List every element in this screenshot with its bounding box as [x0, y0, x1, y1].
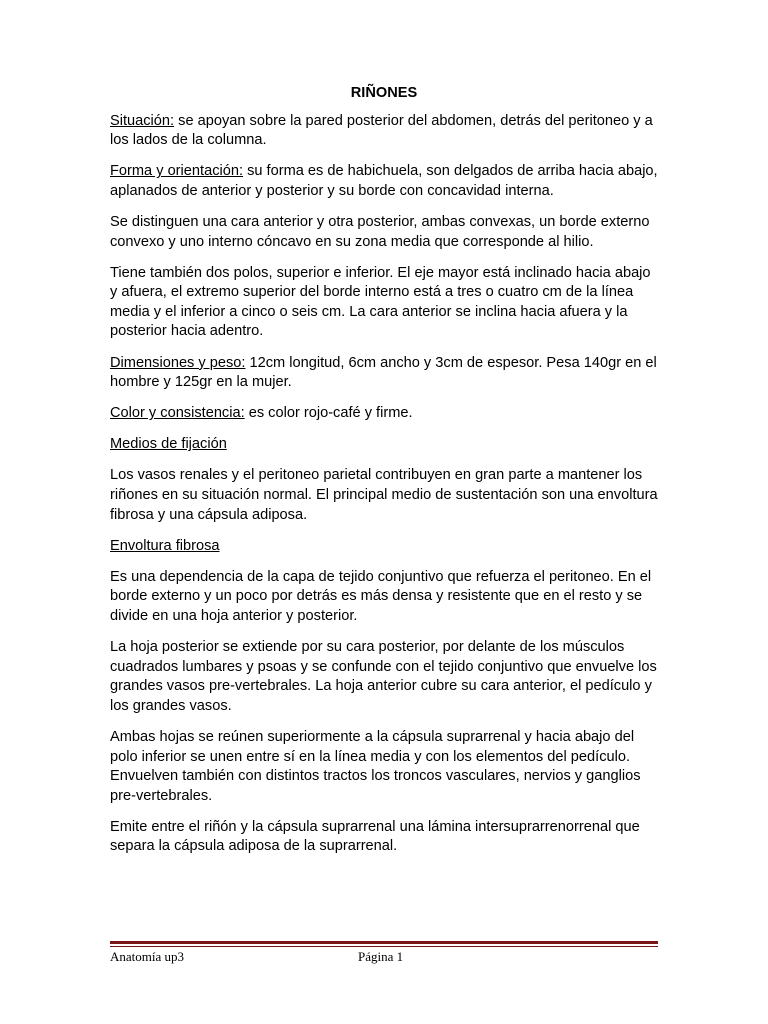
section-heading: Medios de fijación	[110, 436, 227, 453]
section-heading: Envoltura fibrosa	[110, 537, 220, 554]
footer-page-number: Página 1	[358, 949, 404, 964]
paragraph-dimensiones	[110, 354, 658, 393]
paragraph-text: es color rojo-café y firme.	[244, 405, 413, 422]
paragraph-caras	[110, 213, 658, 252]
paragraph-ambas-hojas	[110, 728, 658, 806]
paragraph-label: Situación:	[110, 112, 175, 129]
paragraph-text: La hoja posterior se extiende por su cara posterior, por delante de los músculos cuadrados lumbares y psoas y se confunde con el tejido conjuntivo que envuelve los grandes vasos pre-vertebrales. La hoja anterior cubre su cara anterior, el pedículo y los grandes vasos.	[110, 639, 657, 714]
footer-course-name: Anatomía up3	[110, 949, 185, 964]
paragraph-polos	[110, 264, 658, 342]
paragraph-text: Se distinguen una cara anterior y otra posterior, ambas convexas, un borde externo convexo y uno interno cóncavo en su zona media que corresponde al hilio.	[110, 213, 650, 250]
heading-envoltura-fibrosa	[110, 537, 658, 557]
footer-rule-thin	[110, 946, 658, 947]
footer-rule	[110, 941, 658, 945]
document-body	[110, 84, 658, 869]
paragraph-text: Ambas hojas se reúnen superiormente a la cápsula suprarrenal y hacia abajo del polo inferior se unen entre sí en la línea media y con los elementos del pedículo. Envuelven también con distintos tractos los troncos vasculares, nervios y ganglios pre-vertebrales.	[110, 728, 641, 804]
paragraph-text: su forma es de habichuela, son delgados de arriba hacia abajo, aplanados de anterior y posterior y su borde con concavidad interna.	[110, 163, 658, 199]
paragraph-hoja-posterior	[110, 638, 658, 716]
paragraph-label: Dimensiones y peso:	[110, 354, 246, 371]
paragraph-forma	[110, 162, 658, 201]
paragraph-situacion	[110, 112, 658, 151]
paragraph-label: Forma y orientación:	[110, 163, 244, 180]
document-title: RIÑONES	[350, 85, 418, 101]
paragraph-vasos-renales	[110, 466, 658, 525]
paragraph-text: se apoyan sobre la pared posterior del abdomen, detrás del peritoneo y a los lados de la columna.	[110, 112, 653, 149]
paragraph-text: Los vasos renales y el peritoneo parietal contribuyen en gran parte a mantener los riñones en su situación normal. El principal medio de sustentación son una envoltura fibrosa y una cápsula adiposa.	[110, 467, 658, 523]
paragraph-text: Tiene también dos polos, superior e inferior. El eje mayor está inclinado hacia abajo y afuera, el extremo superior del borde interno está a tres o cuatro cm de la línea media y el inferior a cinco o seis cm. La cara anterior se inclina hacia afuera y la posterior hacia adentro.	[110, 264, 651, 340]
footer-rule-thick	[110, 941, 658, 944]
paragraph-emite	[110, 818, 658, 857]
paragraph-label: Color y consistencia:	[110, 405, 245, 422]
paragraph-color	[110, 404, 658, 424]
paragraph-text: Emite entre el riñón y la cápsula suprarrenal una lámina intersuprarrenorrenal que separa la cápsula adiposa de la suprarrenal.	[110, 818, 640, 855]
paragraph-text: Es una dependencia de la capa de tejido conjuntivo que refuerza el peritoneo. En el borde externo y un poco por detrás es más densa y resistente que en el resto y se divide en una hoja anterior y posterior.	[110, 568, 652, 624]
heading-medios-fijacion	[110, 435, 658, 455]
paragraph-dependencia	[110, 568, 658, 627]
paragraph-text: 12cm longitud, 6cm ancho y 3cm de espesor. Pesa 140gr en el hombre y 125gr en la mujer.	[110, 354, 657, 391]
